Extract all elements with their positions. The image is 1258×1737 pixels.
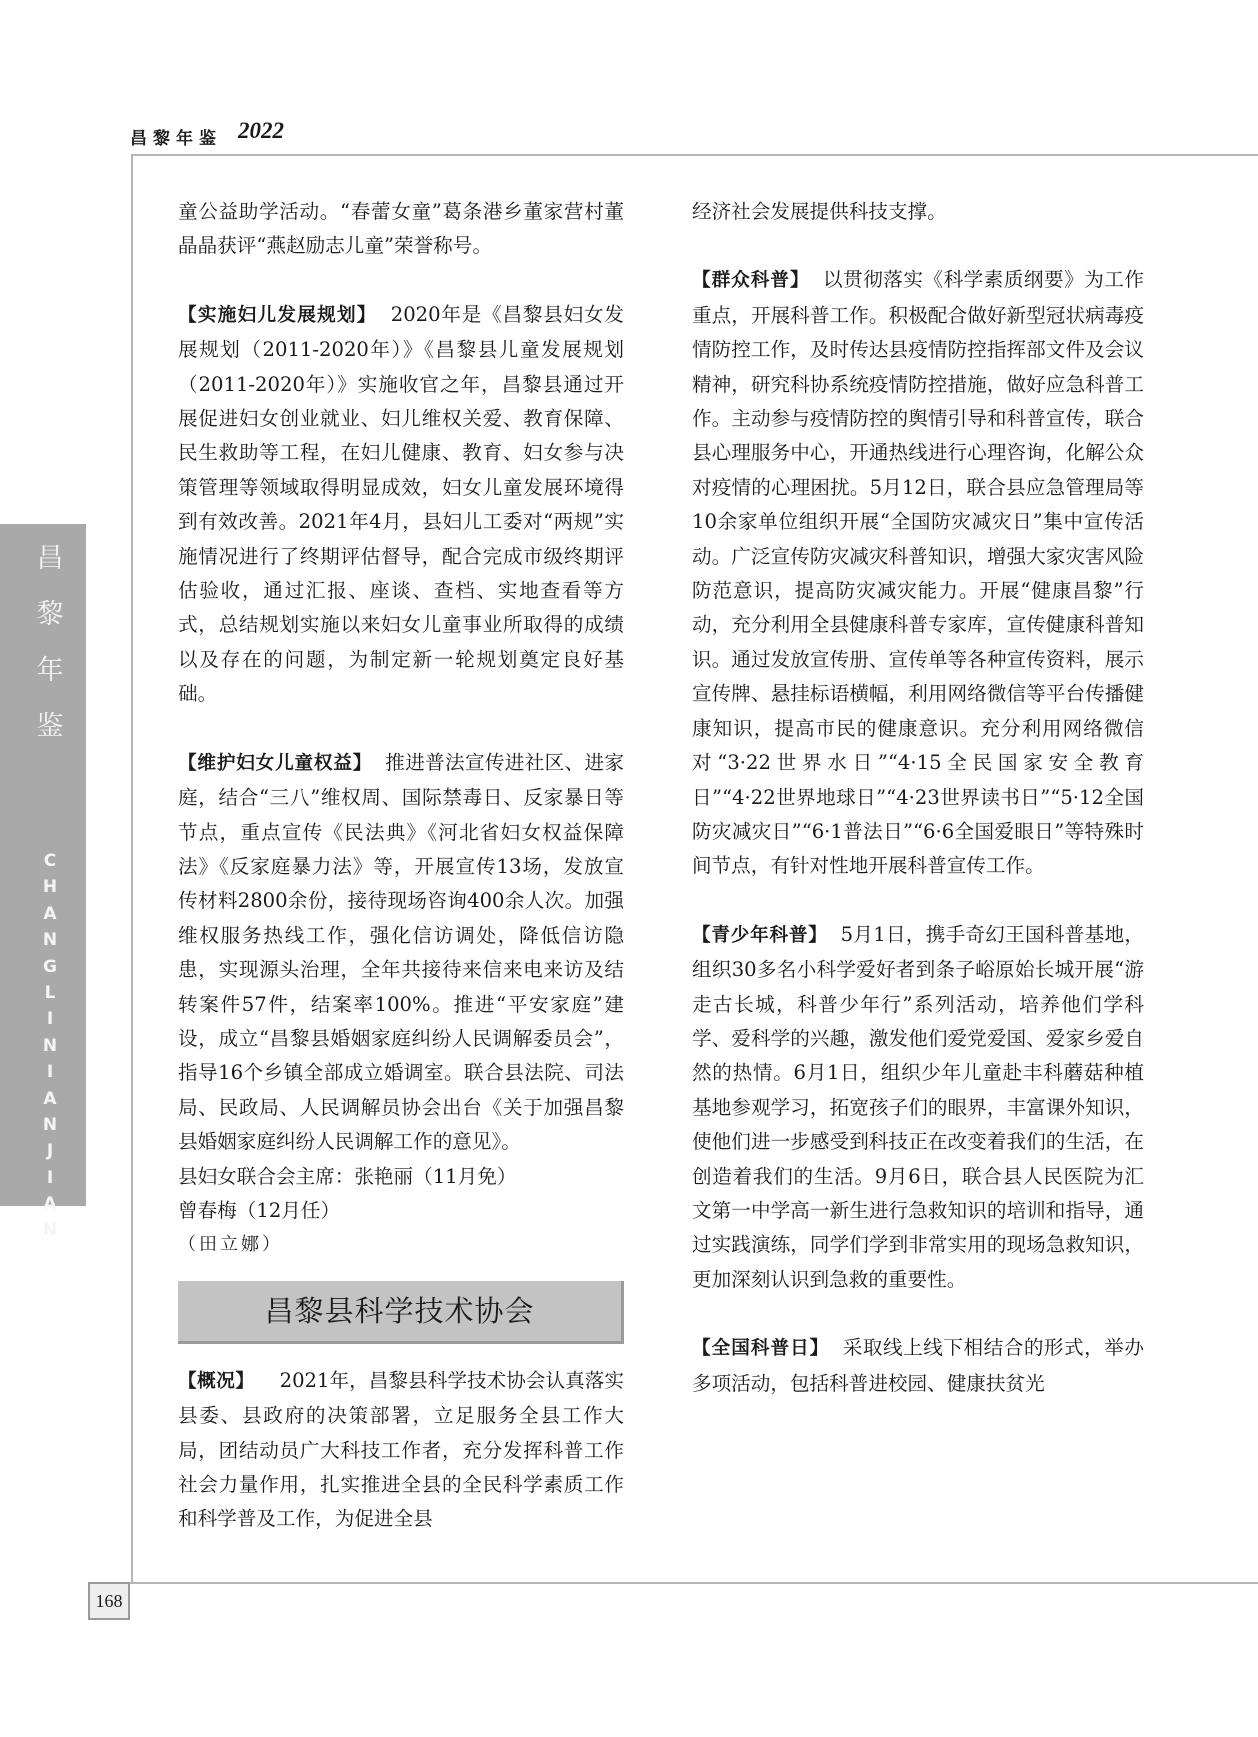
article-paragraph bbox=[178, 746, 624, 1160]
frame-bottom-rule bbox=[88, 1582, 1258, 1584]
side-tab-letter: G bbox=[43, 956, 57, 977]
side-tab-letter: I bbox=[46, 1062, 54, 1083]
side-tab-letter: J bbox=[46, 1141, 54, 1162]
section-heading: 【实施妇儿发展规划】 bbox=[178, 304, 377, 326]
side-tab-char: 年 bbox=[36, 655, 64, 686]
left-column bbox=[178, 195, 624, 1537]
side-tab-letter: H bbox=[42, 877, 58, 898]
section-body: 2020年是《昌黎县妇女发展规划（2011-2020年）》《昌黎县儿童发展规划（2011-2020年）》实施收官之年，昌黎县通过开展促进妇女创业就业、妇儿维权关爱、教育保障、民生救助等工程，在妇儿健康、教育、妇女参与决策管理等领域取得明显成效，妇女儿童发展环境得到有效改善。2021年4月，县妇儿工委对“两规”实施情况进行了终期评估督导，配合完成市级终期评估验收，通过汇报、座谈、查档、实地查看等方式，总结规划实施以来妇女儿童事业所取得的成绩以及存在的问题，为制定新一轮规划奠定良好基础。 bbox=[178, 302, 624, 706]
side-tab-letter: N bbox=[42, 930, 58, 951]
section-heading: 【维护妇女儿童权益】 bbox=[178, 752, 373, 774]
left-intro-paragraph: 童公益助学活动。“春蕾女童”葛条港乡董家营村董晶晶获评“燕赵励志儿童”荣誉称号。 bbox=[178, 200, 624, 258]
section-body: 推进普法宣传进社区、进家庭，结合“三八”维权周、国际禁毒日、反家暴日等节点，重点宣传《民法典》《河北省妇女权益保障法》《反家庭暴力法》等，开展宣传13场，发放宣传材料2800余份，接待现场咨询400余人次。加强维权服务热线工作，强化信访调处，降低信访隐患，实现源头治理，全年共接待来信来电来访及结转案件57件，结案率100%。推进“平安家庭”建设，成立“昌黎县婚姻家庭纠纷人民调解委员会”，指导16个乡镇全部成立婚调室。联合县法院、司法局、民政局、人民调解员协会出台《关于加强昌黎县婚姻家庭纠纷人民调解工作的意见》。 bbox=[178, 750, 624, 1154]
right-intro-paragraph: 经济社会发展提供科技支撑。 bbox=[692, 200, 947, 223]
side-tab-latin bbox=[38, 848, 62, 1244]
side-tab-letter: A bbox=[43, 903, 57, 924]
signature-line: 县妇女联合会主席：张艳丽（11月免） bbox=[178, 1164, 517, 1188]
section-body: 5月1日，携手奇幻王国科普基地，组织30多名小科学爱好者到条子峪原始长城开展“游走古长城，科普少年行”系列活动，培养他们学科学、爱科学的兴趣，激发他们爱党爱国、爱家乡爱自然的热情。6月1日，组织少年儿童赴丰科蘑菇种植基地参观学习，拓宽孩子们的眼界，丰富课外知识，使他们进一步感受到科技正在改变着我们的生活，在创造着我们的生活。9月6日，联合县人民医院为汇文第一中学高一新生进行急救知识的培训和指导，通过实践演练，同学们学到非常实用的现场急救知识，更加深刻认识到急救的重要性。 bbox=[692, 922, 1144, 1291]
page-number: 168 bbox=[88, 1582, 130, 1620]
article-paragraph bbox=[178, 1364, 624, 1537]
side-tab-letter: I bbox=[46, 1009, 54, 1030]
frame-top-rule bbox=[132, 154, 1258, 156]
side-tab-letter: A bbox=[43, 1194, 57, 1215]
side-tab-letter: C bbox=[43, 851, 57, 871]
article-paragraph bbox=[178, 298, 624, 712]
section-body: 采取线上线下相结合的形式，举办多项活动，包括科普进校园、健康扶贫光 bbox=[692, 1336, 1144, 1395]
right-column bbox=[692, 195, 1144, 1401]
section-body: 以贯彻落实《科学素质纲要》为工作重点，开展科普工作。积极配合做好新型冠状病毒疫情防控工作，及时传达县疫情防控指挥部文件及会议精神，研究科协系统疫情防控措施，做好应急科普工作。主动参与疫情防控的舆情引导和科普宣传，联合县心理服务中心，开通热线进行心理咨询，化解公众对疫情的心理困扰。5月12日，联合县应急管理局等10余家单位组织开展“全国防灾减灾日”集中宣传活动。广泛宣传防灾减灾科普知识，增强大家灾害风险防范意识，提高防灾减灾能力。开展“健康昌黎”行动，充分利用全县健康科普专家库，宣传健康科普知识。通过发放宣传册、宣传单等各种宣传资料，展示宣传牌、悬挂标语横幅，利用网络微信等平台传播健康知识，提高市民的健康意识。充分利用网络微信对“3·22世界水日”“4·15全民国家安全教育日”“4·22世界地球日”“4·23世界读书日”“5·12全国防灾减灾日”“6·1普法日”“6·6全国爱眼日”等特殊时间节点，有针对性地开展科普宣传工作。 bbox=[692, 268, 1144, 878]
article-paragraph bbox=[692, 263, 1144, 883]
yearbook-title: 昌黎年鉴 bbox=[130, 129, 222, 149]
side-tab-letter: I bbox=[46, 1167, 54, 1188]
section-heading: 【全国科普日】 bbox=[692, 1338, 830, 1360]
section-heading: 【概况】 bbox=[178, 1370, 255, 1392]
section-heading: 【群众科普】 bbox=[692, 270, 810, 292]
section-banner: 昌黎县科学技术协会 bbox=[178, 1281, 624, 1344]
side-tab-letter: N bbox=[42, 1035, 58, 1056]
signature-line: 曾春梅（12月任） bbox=[178, 1198, 341, 1222]
side-tab-letter: N bbox=[42, 1220, 58, 1241]
side-tab-char: 黎 bbox=[36, 599, 64, 630]
side-tab-letter: N bbox=[42, 1114, 58, 1135]
side-tab-char: 昌 bbox=[36, 543, 64, 574]
author-credit: （田立娜） bbox=[178, 1234, 283, 1256]
side-tab-letter: L bbox=[44, 982, 56, 1003]
section-heading: 【青少年科普】 bbox=[692, 924, 828, 946]
article-paragraph bbox=[692, 918, 1144, 1297]
side-tab-letter: A bbox=[43, 1088, 57, 1109]
yearbook-year: 2022 bbox=[238, 118, 284, 143]
article-paragraph bbox=[692, 1331, 1144, 1401]
frame-left-rule bbox=[131, 154, 133, 1582]
side-tab-char: 鉴 bbox=[36, 711, 64, 742]
section-body: 2021年，昌黎县科学技术协会认真落实县委、县政府的决策部署，立足服务全县工作大局，团结动员广大科技工作者，充分发挥科普工作社会力量作用，扎实推进全县的全民科学素质工作和科学普及工作，为促进全县 bbox=[178, 1368, 624, 1531]
